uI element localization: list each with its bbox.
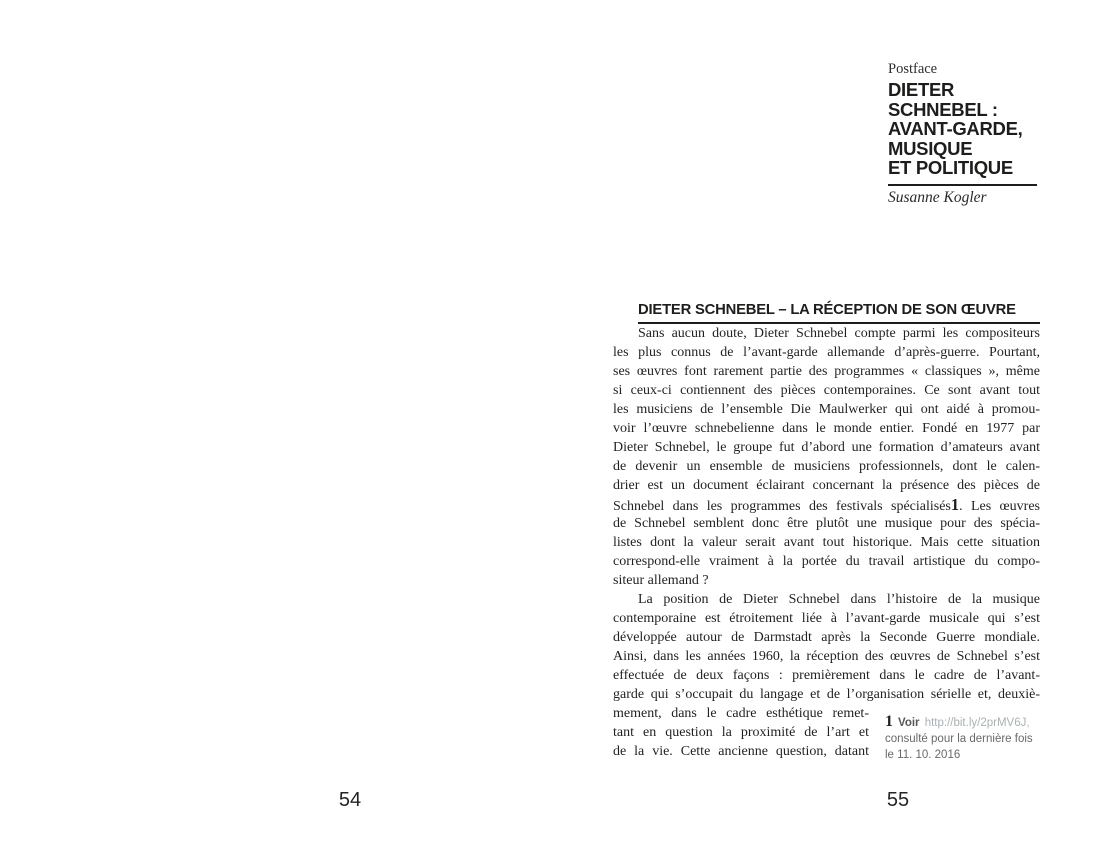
body-line: si ceux-ci contiennent des pièces contemporaines. Ce sont avant tout [613, 383, 1040, 398]
body-line-with-footnote-ref [613, 495, 1040, 514]
body-line: de Schnebel semblent donc être plutôt une musique pour des spécia- [613, 516, 1040, 531]
body-line: La position de Dieter Schnebel dans l’histoire de la musique [638, 592, 1040, 607]
footnote-marker: 1 [885, 713, 893, 730]
body-line: les musiciens de l’ensemble Die Maulwerker qui ont aidé à promou- [613, 402, 1040, 417]
footnote-label: Voir [898, 717, 920, 729]
chapter-title-line: ET POLITIQUE [888, 157, 1013, 178]
footnote-line: consulté pour la dernière fois [885, 733, 1033, 745]
body-line: voir l’œuvre schnebelienne dans le monde entier. Fondé en 1977 par [613, 421, 1040, 436]
body-line: drier est un document éclairant concernant la présence des pièces de [613, 478, 1040, 493]
body-line-narrow: mement, dans le cadre esthétique remet- [613, 706, 869, 721]
section-heading: DIETER SCHNEBEL – LA RÉCEPTION DE SON ŒUVRE [638, 302, 1040, 324]
footnote-url-link[interactable]: http://bit.ly/2prMV6J, [924, 717, 1030, 729]
page-number-left: 54 [338, 789, 362, 811]
chapter-title-line: MUSIQUE [888, 137, 973, 159]
author-name: Susanne Kogler [888, 189, 987, 206]
body-line: effectuée de deux façons : premièrement dans le cadre de l’avant- [613, 668, 1040, 683]
body-line: Dieter Schnebel, le groupe fut d’abord une formation d’amateurs avant [613, 440, 1040, 455]
body-line-narrow: de la vie. Cette ancienne question, datant [613, 744, 869, 759]
body-line-narrow: tant en question la proximité de l’art et [613, 725, 869, 740]
footnote-line [885, 714, 1045, 731]
body-text-segment: Schnebel dans les programmes des festivals spécialisés [613, 499, 951, 514]
body-line: de devenir un ensemble de musiciens professionnels, dont le calen- [613, 459, 1040, 474]
body-line: développée autour de Darmstadt après la Seconde Guerre mondiale. [613, 630, 1040, 645]
footnote-1 [885, 714, 1045, 763]
body-line: Sans aucun doute, Dieter Schnebel compte parmi les compositeurs [638, 326, 1040, 341]
kicker-postface: Postface [888, 61, 938, 77]
body-text-column [613, 324, 1040, 761]
chapter-title-line: DIETER [888, 79, 955, 100]
chapter-title-line: SCHNEBEL : [888, 98, 998, 120]
body-line: correspond-elle vraiment à la portée du travail artistique du compo- [613, 554, 1040, 569]
chapter-title [888, 80, 1048, 178]
footnote-line: le 11. 10. 2016 [885, 749, 961, 761]
footnote-reference-1: 1 [950, 495, 960, 514]
body-line: listes dont la valeur serait avant tout historique. Mais cette situation [613, 535, 1040, 550]
title-divider-rule [888, 184, 1037, 186]
chapter-title-line: AVANT-GARDE, [888, 118, 1023, 139]
body-line: les plus connus de l’avant-garde allemande d’après-guerre. Pourtant, [613, 345, 1040, 360]
body-text-segment: . Les œuvres [959, 499, 1040, 514]
body-line: siteur allemand ? [613, 573, 709, 588]
page-number-right: 55 [886, 789, 910, 811]
body-line: garde qui s’occupait du langage et de l’organisation sérielle et, deuxiè- [613, 687, 1040, 702]
body-line: contemporaine est étroitement liée à l’avant-garde musicale qui s’est [613, 611, 1040, 626]
body-line: ses œuvres font rarement partie des programmes « classiques », même [613, 364, 1040, 379]
body-line: Ainsi, dans les années 1960, la réception des œuvres de Schnebel s’est [613, 649, 1040, 664]
